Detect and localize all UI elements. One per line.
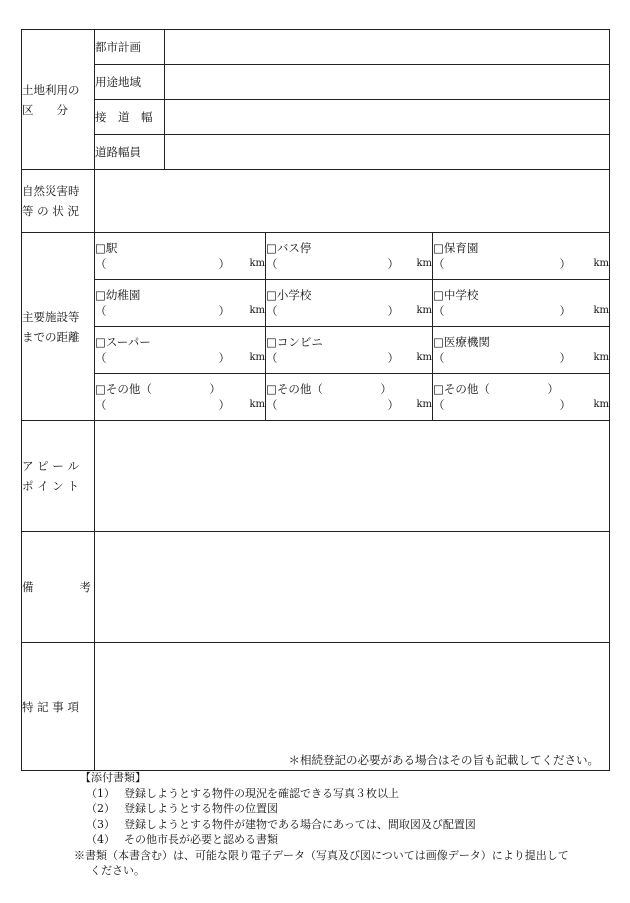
facility-kindergarten[interactable]: □幼稚園 （ ） km <box>95 280 266 327</box>
road-frontage-field[interactable] <box>165 100 610 135</box>
attachments-footnote: ※書類（本書含む）は、可能な限り電子データ（写真及び図については画像データ）により提出して ください。 <box>74 848 569 877</box>
appeal-label: ア ピ ー ル ポ イ ン ト <box>22 421 95 532</box>
road-frontage-label: 接 道 幅 <box>95 100 165 135</box>
facility-station[interactable]: □駅 （ ） km <box>95 233 266 280</box>
attachment-item: （1） 登録しようとする物件の現況を確認できる写真３枚以上 <box>86 786 399 800</box>
facility-other-1[interactable]: □その他（ ） （ ） km <box>95 374 266 421</box>
land-use-label: 土地利用の 区 分 <box>22 30 95 170</box>
disaster-field[interactable] <box>95 170 610 233</box>
registration-form-table <box>21 29 610 771</box>
city-planning-label: 都市計画 <box>95 30 165 65</box>
attachments-section <box>74 770 610 879</box>
city-planning-field[interactable] <box>165 30 610 65</box>
facility-other-2[interactable]: □その他（ ） （ ） km <box>266 374 433 421</box>
road-width-field[interactable] <box>165 135 610 170</box>
facility-bus-stop[interactable]: □バス停 （ ） km <box>266 233 433 280</box>
attachment-item: （3） 登録しようとする物件が建物である場合にあっては、間取図及び配置図 <box>86 817 476 831</box>
disaster-label: 自然災害時 等 の 状 況 <box>22 170 95 233</box>
appeal-field[interactable] <box>95 421 610 532</box>
facility-convenience-store[interactable]: □コンビニ （ ） km <box>266 327 433 374</box>
zoning-field[interactable] <box>165 65 610 100</box>
remarks-field[interactable] <box>95 532 610 643</box>
facility-junior-high[interactable]: □中学校 （ ） km <box>433 280 610 327</box>
zoning-label: 用途地域 <box>95 65 165 100</box>
facility-supermarket[interactable]: □スーパー （ ） km <box>95 327 266 374</box>
attachments-heading: 【添付書類】 <box>80 771 146 784</box>
facility-elementary-school[interactable]: □小学校 （ ） km <box>266 280 433 327</box>
inheritance-note: ＊相続登記の必要がある場合はその旨も記載してください。 <box>288 753 600 767</box>
facility-medical[interactable]: □医療機関 （ ） km <box>433 327 610 374</box>
distance-label: 主要施設等 までの距離 <box>22 233 95 421</box>
attachment-item: （2） 登録しようとする物件の位置図 <box>86 802 278 815</box>
facility-nursery[interactable]: □保育園 （ ） km <box>433 233 610 280</box>
special-notes-label: 特 記 事 項 <box>22 643 95 771</box>
attachment-item: （4） その他市長が必要と認める書類 <box>86 833 278 846</box>
special-notes-field[interactable] <box>95 643 610 771</box>
remarks-label: 備 考 <box>22 532 95 643</box>
road-width-label: 道路幅員 <box>95 135 165 170</box>
facility-other-3[interactable]: □その他（ ） （ ） km <box>433 374 610 421</box>
